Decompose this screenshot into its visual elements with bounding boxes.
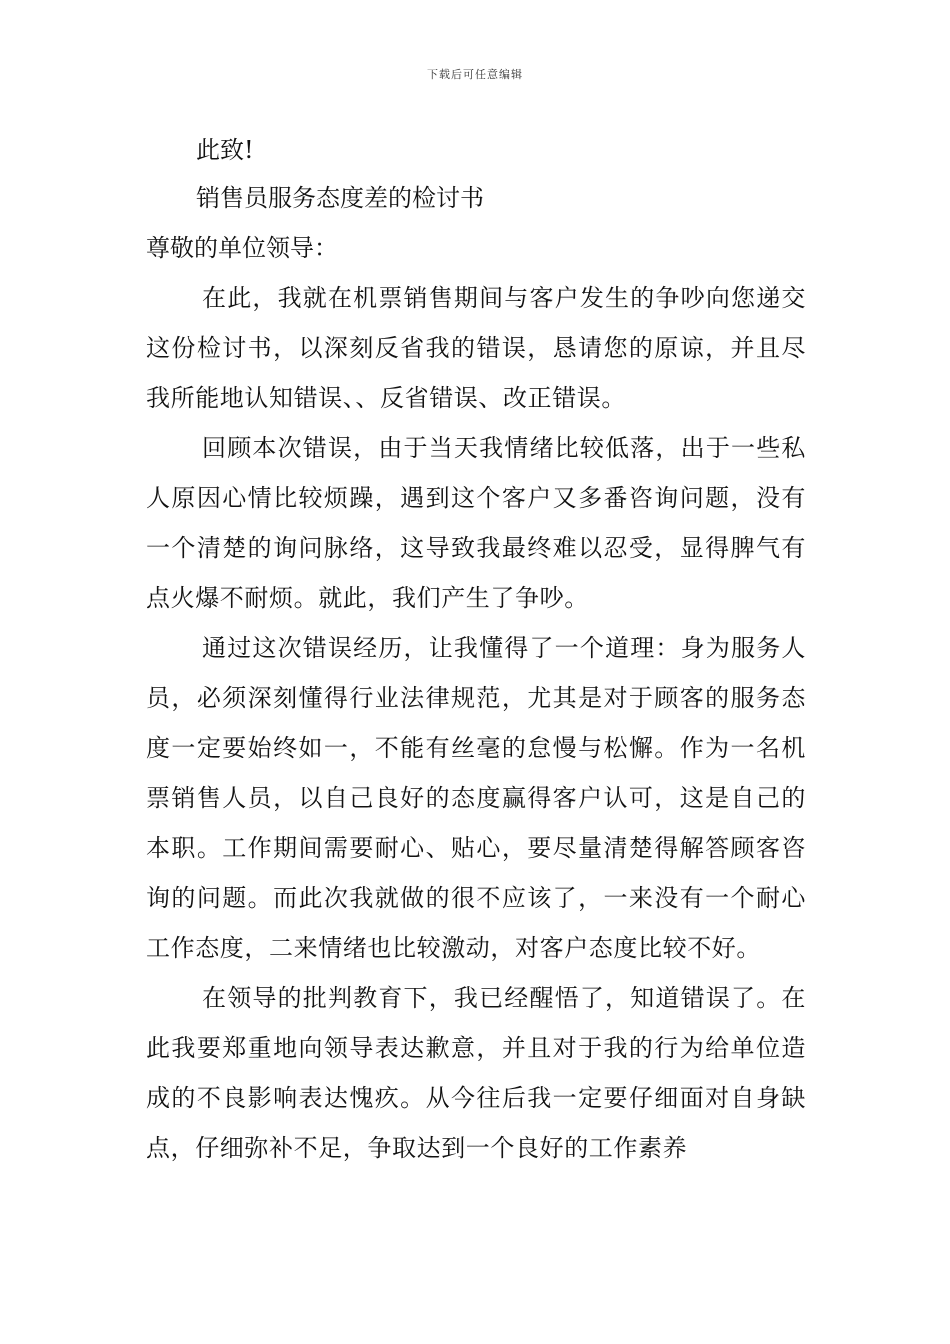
paragraph-1: 在此，我就在机票销售期间与客户发生的争吵向您递交这份检讨书，以深刻反省我的错误，恳请您的原谅，并且尽我所能地认知错误、、反省错误、改正错误。 <box>146 284 806 412</box>
closing-line: 此致! <box>196 136 254 164</box>
header-note: 下载后可任意编辑 <box>427 68 523 81</box>
document-title: 销售员服务态度差的检讨书 <box>196 184 484 212</box>
paragraph-3: 通过这次错误经历，让我懂得了一个道理：身为服务人员，必须深刻懂得行业法律规范，尤其是对于顾客的服务态度一定要始终如一，不能有丝毫的怠慢与松懈。作为一名机票销售人员，以自己良好的态度赢得客户认可，这是自己的本职。工作期间需要耐心、贴心，要尽量清楚得解答顾客咨询的问题。而此次我就做的很不应该了，一来没有一个耐心工作态度，二来情绪也比较激动，对客户态度比较不好。 <box>146 634 806 962</box>
document-body <box>146 127 806 1173</box>
salutation: 尊敬的单位领导： <box>146 234 338 262</box>
paragraph-4: 在领导的批判教育下，我已经醒悟了，知道错误了。在此我要郑重地向领导表达歉意，并且对于我的行为给单位造成的不良影响表达愧疚。从今往后我一定要仔细面对自身缺点，仔细弥补不足，争取达到一个良好的工作素养 <box>146 984 806 1162</box>
paragraph-2: 回顾本次错误，由于当天我情绪比较低落，出于一些私人原因心情比较烦躁，遇到这个客户又多番咨询问题，没有一个清楚的询问脉络，这导致我最终难以忍受，显得脾气有点火爆不耐烦。就此，我们产生了争吵。 <box>146 434 806 612</box>
